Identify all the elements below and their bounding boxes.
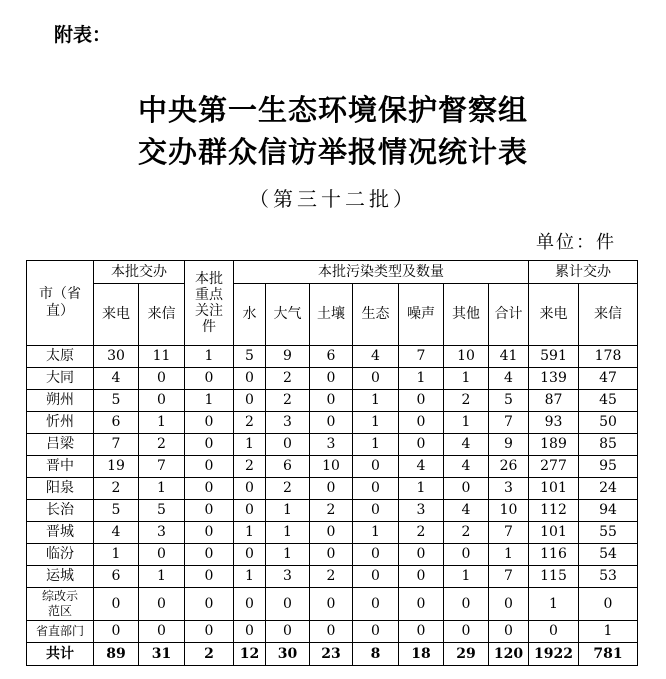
table-row: [27, 390, 638, 412]
cell-subtotal: 26: [489, 456, 529, 478]
cell-ecology: 0: [353, 500, 399, 522]
cell-phone: 1: [94, 544, 139, 566]
cell-letter: 11: [139, 346, 185, 368]
cell-letter: 0: [139, 390, 185, 412]
cell-city: 晋城: [27, 522, 94, 544]
cell-letter: 5: [139, 500, 185, 522]
header-city: 市（省直）: [27, 261, 94, 346]
cell-cum-phone: 112: [529, 500, 579, 522]
cell-subtotal: 7: [489, 566, 529, 588]
cell-cum-phone: 591: [529, 346, 579, 368]
cell-focus: 0: [185, 500, 234, 522]
cell-ecology: 1: [353, 522, 399, 544]
cell-water: 0: [234, 390, 266, 412]
cell-phone: 2: [94, 478, 139, 500]
cell-phone: 4: [94, 522, 139, 544]
cell-letter: 31: [139, 643, 185, 666]
table-row: [27, 478, 638, 500]
header-pollution-types: 本批污染类型及数量: [234, 261, 529, 284]
cell-focus: 2: [185, 643, 234, 666]
cell-ecology: 0: [353, 566, 399, 588]
table-row: [27, 456, 638, 478]
cell-ecology: 1: [353, 434, 399, 456]
cell-cum-letter: 94: [579, 500, 638, 522]
cell-subtotal: 9: [489, 434, 529, 456]
cell-noise: 0: [399, 434, 444, 456]
cell-city: 长治: [27, 500, 94, 522]
cell-noise: 0: [399, 588, 444, 621]
cell-water: 0: [234, 544, 266, 566]
cell-cum-letter: 53: [579, 566, 638, 588]
header-focus: 本批重点关注件: [185, 261, 234, 346]
cell-soil: 2: [310, 500, 353, 522]
cell-other: 0: [444, 621, 489, 643]
batch-label: （第三十二批）: [249, 187, 417, 211]
cell-air: 30: [266, 643, 310, 666]
cell-cum-phone: 87: [529, 390, 579, 412]
header-noise: 噪声: [399, 284, 444, 346]
cell-phone: 89: [94, 643, 139, 666]
cell-water: 0: [234, 478, 266, 500]
cell-noise: 7: [399, 346, 444, 368]
statistics-table: [26, 260, 638, 666]
cell-noise: 1: [399, 368, 444, 390]
cell-soil: 0: [310, 588, 353, 621]
table-row: [27, 544, 638, 566]
cell-other: 0: [444, 544, 489, 566]
cell-noise: 4: [399, 456, 444, 478]
cell-air: 1: [266, 500, 310, 522]
cell-phone: 5: [94, 500, 139, 522]
cell-water: 0: [234, 500, 266, 522]
cell-city: 太原: [27, 346, 94, 368]
cell-city: 共计: [27, 643, 94, 666]
cell-subtotal: 10: [489, 500, 529, 522]
cell-soil: 23: [310, 643, 353, 666]
cell-cum-letter: 178: [579, 346, 638, 368]
cell-air: 1: [266, 544, 310, 566]
cell-focus: 0: [185, 412, 234, 434]
cell-phone: 0: [94, 621, 139, 643]
cell-cum-letter: 0: [579, 588, 638, 621]
cell-water: 2: [234, 412, 266, 434]
table-row: [27, 621, 638, 643]
cell-soil: 0: [310, 522, 353, 544]
cell-cum-letter: 54: [579, 544, 638, 566]
cell-ecology: 0: [353, 544, 399, 566]
cell-noise: 0: [399, 566, 444, 588]
cell-noise: 0: [399, 544, 444, 566]
cell-city: 大同: [27, 368, 94, 390]
cell-subtotal: 1: [489, 544, 529, 566]
cell-water: 0: [234, 621, 266, 643]
cell-noise: 0: [399, 621, 444, 643]
cell-letter: 0: [139, 368, 185, 390]
header-cum-letter: 来信: [579, 284, 638, 346]
cell-other: 4: [444, 456, 489, 478]
header-letter: 来信: [139, 284, 185, 346]
cell-focus: 0: [185, 434, 234, 456]
cell-letter: 1: [139, 412, 185, 434]
cell-soil: 0: [310, 621, 353, 643]
cell-ecology: 0: [353, 368, 399, 390]
cell-water: 1: [234, 434, 266, 456]
cell-city: 综改示范区: [27, 588, 94, 621]
cell-phone: 0: [94, 588, 139, 621]
cell-noise: 18: [399, 643, 444, 666]
cell-air: 0: [266, 434, 310, 456]
cell-soil: 0: [310, 544, 353, 566]
cell-ecology: 0: [353, 456, 399, 478]
cell-subtotal: 7: [489, 522, 529, 544]
cell-focus: 1: [185, 390, 234, 412]
table-row: [27, 368, 638, 390]
cell-water: 0: [234, 368, 266, 390]
cell-soil: 3: [310, 434, 353, 456]
cell-subtotal: 0: [489, 588, 529, 621]
unit-label: 单位：件: [536, 232, 616, 253]
cell-other: 1: [444, 368, 489, 390]
cell-cum-letter: 50: [579, 412, 638, 434]
cell-other: 0: [444, 588, 489, 621]
cell-ecology: 1: [353, 390, 399, 412]
cell-cum-phone: 101: [529, 478, 579, 500]
cell-water: 12: [234, 643, 266, 666]
cell-city: 运城: [27, 566, 94, 588]
cell-cum-letter: 47: [579, 368, 638, 390]
cell-city: 吕梁: [27, 434, 94, 456]
table-row: [27, 588, 638, 621]
cell-water: 1: [234, 522, 266, 544]
cell-phone: 4: [94, 368, 139, 390]
cell-cum-letter: 55: [579, 522, 638, 544]
cell-cum-phone: 0: [529, 621, 579, 643]
cell-other: 10: [444, 346, 489, 368]
cell-cum-phone: 116: [529, 544, 579, 566]
cell-other: 29: [444, 643, 489, 666]
header-subtotal: 合计: [489, 284, 529, 346]
cell-other: 1: [444, 566, 489, 588]
cell-other: 2: [444, 390, 489, 412]
cell-ecology: 0: [353, 621, 399, 643]
cell-noise: 1: [399, 478, 444, 500]
cell-cum-phone: 1922: [529, 643, 579, 666]
cell-soil: 6: [310, 346, 353, 368]
cell-city: 临汾: [27, 544, 94, 566]
cell-focus: 0: [185, 522, 234, 544]
cell-letter: 7: [139, 456, 185, 478]
cell-cum-letter: 45: [579, 390, 638, 412]
cell-air: 9: [266, 346, 310, 368]
cell-focus: 0: [185, 368, 234, 390]
cell-ecology: 4: [353, 346, 399, 368]
cell-letter: 0: [139, 588, 185, 621]
cell-focus: 1: [185, 346, 234, 368]
cell-water: 1: [234, 566, 266, 588]
cell-soil: 0: [310, 368, 353, 390]
cell-letter: 1: [139, 566, 185, 588]
cell-ecology: 8: [353, 643, 399, 666]
header-cum-phone: 来电: [529, 284, 579, 346]
table-row: [27, 346, 638, 368]
cell-focus: 0: [185, 588, 234, 621]
cell-soil: 2: [310, 566, 353, 588]
cell-phone: 19: [94, 456, 139, 478]
header-ecology: 生态: [353, 284, 399, 346]
header-water: 水: [234, 284, 266, 346]
cell-soil: 0: [310, 478, 353, 500]
cell-water: 5: [234, 346, 266, 368]
cell-focus: 0: [185, 478, 234, 500]
cell-cum-letter: 781: [579, 643, 638, 666]
cell-ecology: 0: [353, 478, 399, 500]
cell-water: 0: [234, 588, 266, 621]
cell-city: 朔州: [27, 390, 94, 412]
cell-air: 6: [266, 456, 310, 478]
cell-air: 3: [266, 566, 310, 588]
cell-focus: 0: [185, 566, 234, 588]
cell-city: 省直部门: [27, 621, 94, 643]
cell-soil: 10: [310, 456, 353, 478]
cell-cum-phone: 93: [529, 412, 579, 434]
cell-phone: 6: [94, 412, 139, 434]
cell-subtotal: 120: [489, 643, 529, 666]
cell-noise: 0: [399, 390, 444, 412]
cell-subtotal: 0: [489, 621, 529, 643]
cell-city: 晋中: [27, 456, 94, 478]
cell-phone: 6: [94, 566, 139, 588]
cell-noise: 2: [399, 522, 444, 544]
cell-cum-phone: 277: [529, 456, 579, 478]
header-other: 其他: [444, 284, 489, 346]
cell-phone: 7: [94, 434, 139, 456]
header-this-batch: 本批交办: [94, 261, 185, 284]
cell-air: 0: [266, 588, 310, 621]
cell-cum-letter: 24: [579, 478, 638, 500]
cell-cum-letter: 85: [579, 434, 638, 456]
cell-subtotal: 41: [489, 346, 529, 368]
cell-letter: 0: [139, 621, 185, 643]
cell-letter: 0: [139, 544, 185, 566]
cell-letter: 1: [139, 478, 185, 500]
cell-cum-phone: 189: [529, 434, 579, 456]
cell-city: 忻州: [27, 412, 94, 434]
total-row: [27, 643, 638, 666]
cell-air: 2: [266, 390, 310, 412]
cell-cum-phone: 1: [529, 588, 579, 621]
cell-air: 1: [266, 522, 310, 544]
cell-air: 2: [266, 368, 310, 390]
cell-noise: 3: [399, 500, 444, 522]
table-row: [27, 412, 638, 434]
cell-other: 1: [444, 412, 489, 434]
cell-other: 4: [444, 434, 489, 456]
cell-subtotal: 4: [489, 368, 529, 390]
cell-cum-letter: 1: [579, 621, 638, 643]
cell-soil: 0: [310, 390, 353, 412]
cell-phone: 30: [94, 346, 139, 368]
table-row: [27, 522, 638, 544]
cell-cum-phone: 139: [529, 368, 579, 390]
table-row: [27, 434, 638, 456]
cell-focus: 0: [185, 456, 234, 478]
header-phone: 来电: [94, 284, 139, 346]
cell-city: 阳泉: [27, 478, 94, 500]
cell-focus: 0: [185, 544, 234, 566]
cell-subtotal: 5: [489, 390, 529, 412]
header-cumulative: 累计交办: [529, 261, 638, 284]
cell-cum-letter: 95: [579, 456, 638, 478]
cell-other: 2: [444, 522, 489, 544]
cell-other: 4: [444, 500, 489, 522]
cell-air: 2: [266, 478, 310, 500]
cell-subtotal: 7: [489, 412, 529, 434]
table-row: [27, 566, 638, 588]
cell-noise: 0: [399, 412, 444, 434]
cell-air: 0: [266, 621, 310, 643]
header-air: 大气: [266, 284, 310, 346]
header-soil: 土壤: [310, 284, 353, 346]
attachment-label: 附表：: [54, 24, 112, 46]
cell-subtotal: 3: [489, 478, 529, 500]
title-line-1: 中央第一生态环境保护督察组: [137, 93, 528, 127]
cell-other: 0: [444, 478, 489, 500]
cell-water: 2: [234, 456, 266, 478]
cell-cum-phone: 101: [529, 522, 579, 544]
table-row: [27, 500, 638, 522]
cell-focus: 0: [185, 621, 234, 643]
cell-letter: 2: [139, 434, 185, 456]
cell-phone: 5: [94, 390, 139, 412]
cell-letter: 3: [139, 522, 185, 544]
cell-air: 3: [266, 412, 310, 434]
cell-soil: 0: [310, 412, 353, 434]
title-line-2: 交办群众信访举报情况统计表: [137, 135, 528, 169]
cell-cum-phone: 115: [529, 566, 579, 588]
cell-ecology: 1: [353, 412, 399, 434]
cell-ecology: 0: [353, 588, 399, 621]
